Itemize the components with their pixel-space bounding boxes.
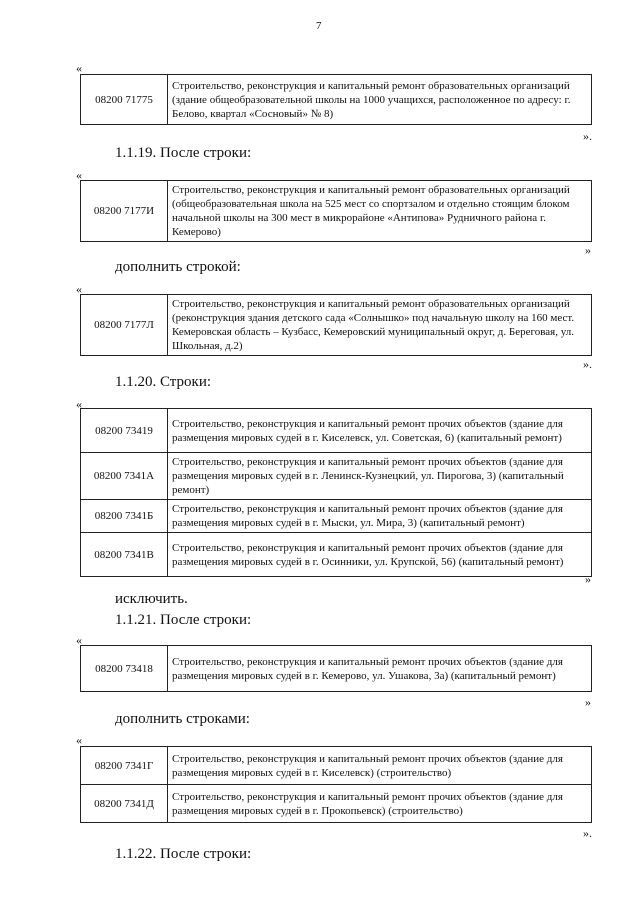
section-heading: дополнить строками: (115, 711, 250, 727)
table-row (81, 785, 592, 823)
row-description: Строительство, реконструкция и капитальный ремонт образовательных организаций (здание общеобразовательной школы на 1000 учащихся, расположенное по адресу: г. Белово, квартал «Сосновый» № 8) (168, 75, 592, 125)
budget-table (80, 180, 592, 242)
table-row (81, 747, 592, 785)
budget-code: 08200 7341Д (81, 785, 168, 823)
quote-open: « (76, 282, 82, 296)
budget-code: 08200 73419 (81, 409, 168, 453)
quote-close: » (585, 572, 591, 586)
row-description: Строительство, реконструкция и капитальный ремонт прочих объектов (здание для размещения мировых судей в г. Киселевск, ул. Советская, 6) (капитальный ремонт) (168, 409, 592, 453)
budget-code: 08200 7341Г (81, 747, 168, 785)
row-description: Строительство, реконструкция и капитальный ремонт прочих объектов (здание для размещения мировых судей в г. Кемерово, ул. Ушакова, 3а) (капитальный ремонт) (168, 646, 592, 692)
row-description: Строительство, реконструкция и капитальный ремонт образовательных организаций (общеобразовательная школа на 525 мест со спортзалом и отдельно стоящим блоком начальной школы на 300 мест в микрорайоне «Антипова» Рудничного района г. Кемерово) (168, 181, 592, 242)
page-number: 7 (316, 20, 322, 32)
row-description: Строительство, реконструкция и капитальный ремонт прочих объектов (здание для размещения мировых судей в г. Мыски, ул. Мира, 3) (капитальный ремонт) (168, 500, 592, 533)
quote-open: « (76, 633, 82, 647)
table-row (81, 409, 592, 453)
section-heading: исключить. (115, 591, 188, 607)
quote-open: « (76, 61, 82, 75)
budget-code: 08200 7341Б (81, 500, 168, 533)
budget-table (80, 408, 592, 577)
budget-table (80, 645, 592, 692)
budget-code: 08200 7341В (81, 533, 168, 577)
quote-close: » (585, 695, 591, 709)
section-heading: 1.1.22. После строки: (115, 846, 252, 862)
quote-open: « (76, 168, 82, 182)
table-row (81, 533, 592, 577)
table-row (81, 500, 592, 533)
section-heading: 1.1.21. После строки: (115, 612, 252, 628)
section-heading: 1.1.19. После строки: (115, 145, 252, 161)
table-row (81, 295, 592, 356)
budget-code: 08200 71775 (81, 75, 168, 125)
quote-open: « (76, 397, 82, 411)
budget-table (80, 294, 592, 356)
row-description: Строительство, реконструкция и капитальный ремонт образовательных организаций (реконструкция здания детского сада «Солнышко» под начальную школу на 160 мест. Кемеровская область – Кузбасс, Кемеровский муниципальный округ, д. Береговая, ул. Школьная, д.2) (168, 295, 592, 356)
budget-table (80, 74, 592, 125)
section-heading: 1.1.20. Строки: (115, 374, 212, 390)
quote-close: ». (583, 129, 592, 143)
budget-table (80, 746, 592, 823)
table-row (81, 646, 592, 692)
row-description: Строительство, реконструкция и капитальный ремонт прочих объектов (здание для размещения мировых судей в г. Осинники, ул. Крупской, 56) (капитальный ремонт) (168, 533, 592, 577)
table-row (81, 181, 592, 242)
table-row (81, 75, 592, 125)
quote-open: « (76, 733, 82, 747)
quote-close: ». (583, 826, 592, 840)
table-row (81, 453, 592, 500)
budget-code: 08200 7341А (81, 453, 168, 500)
quote-close: » (585, 243, 591, 257)
budget-code: 08200 73418 (81, 646, 168, 692)
quote-close: ». (583, 357, 592, 371)
row-description: Строительство, реконструкция и капитальный ремонт прочих объектов (здание для размещения мировых судей в г. Киселевск) (строительство) (168, 747, 592, 785)
row-description: Строительство, реконструкция и капитальный ремонт прочих объектов (здание для размещения мировых судей в г. Прокопьевск) (строительство) (168, 785, 592, 823)
budget-code: 08200 7177И (81, 181, 168, 242)
row-description: Строительство, реконструкция и капитальный ремонт прочих объектов (здание для размещения мировых судей в г. Ленинск-Кузнецкий, ул. Пирогова, 3) (капитальный ремонт) (168, 453, 592, 500)
section-heading: дополнить строкой: (115, 259, 241, 275)
budget-code: 08200 7177Л (81, 295, 168, 356)
